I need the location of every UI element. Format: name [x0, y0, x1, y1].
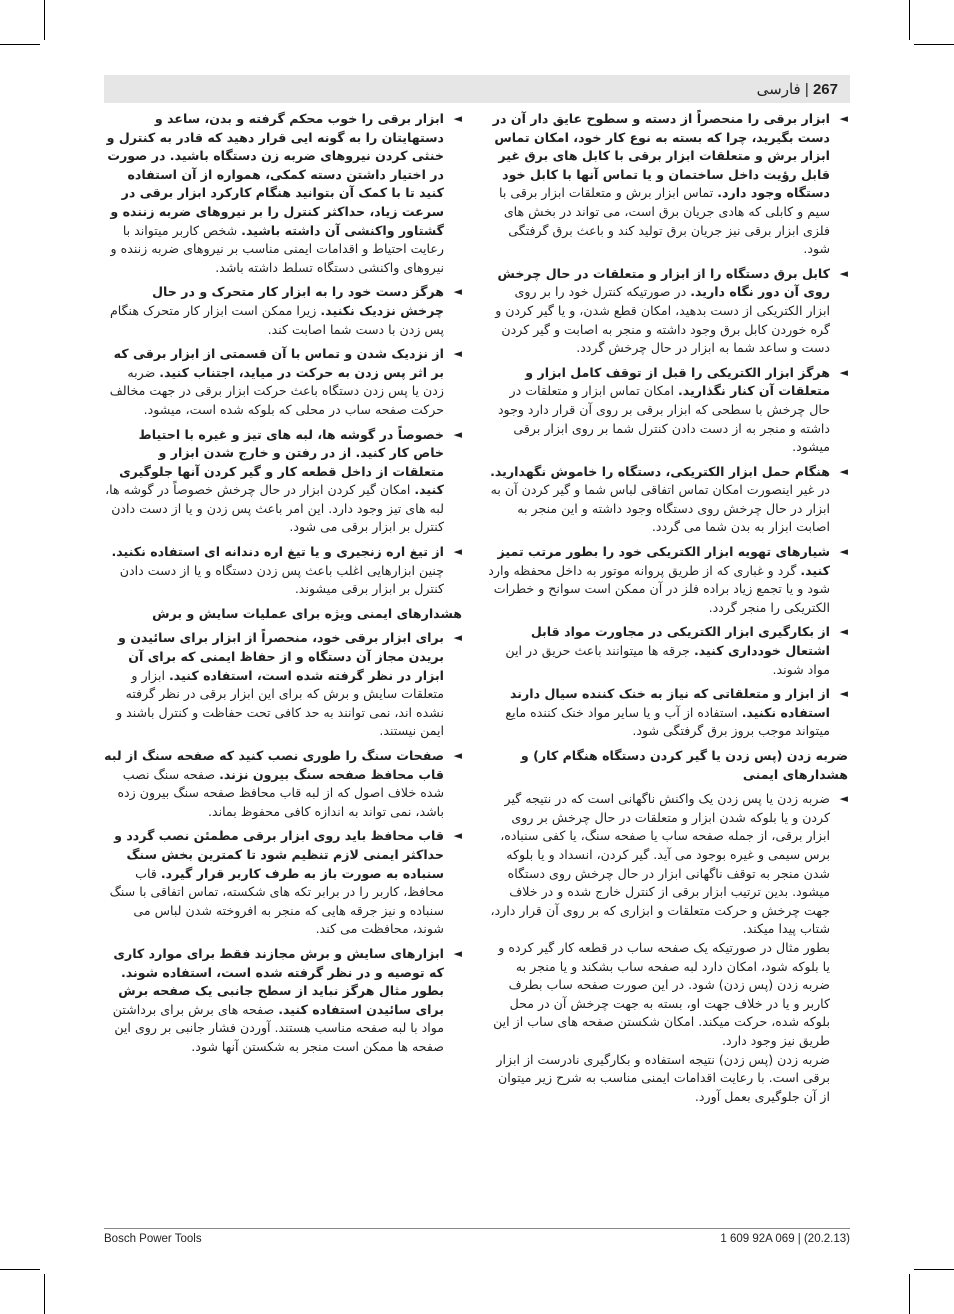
bullet-arrow-icon: ◄ — [453, 427, 462, 441]
right-column — [488, 110, 848, 1112]
page-number: 267 — [812, 81, 838, 98]
page-footer — [104, 1228, 850, 1251]
crop-mark — [914, 44, 954, 45]
safety-item: ◄ از بکارگیری ابزار الکتریکی در مجاورت مواد قابل اشتعال خودداری کنید. جرقه ها میتوانند باعث حریق در این مواد شوند. — [505, 624, 848, 677]
section-heading: هشدارهای ایمنی ویژه برای عملیات سایش و برش — [152, 605, 462, 621]
bullet-arrow-icon: ◄ — [453, 631, 462, 645]
safety-item: ◄ از تیغ اره زنجیری و یا تیغ اره دندانه ای استفاده نکنید. چنین ابزارهایی اغلب باعث پس زدن دستگاه و یا از دست دادن کنترل بر ابزار برقی میشوند. — [111, 544, 462, 597]
safety-item: ◄ هرگز ابزار الکتریکی را قبل از توقف کامل ابزار و متعلقات آن کنار نگذارید. امکان تماس ابزار و متعلقات در حال چرخش با سطحی که ابزار برقی بر روی آن قرار دارد وجود داشته و منجر به از دست دادن کنترل شما بر روی ابزار برقی میشود. — [497, 364, 848, 455]
paragraph: بطور مثال در صورتیکه یک صفحه ساب در قطعه کار گیر کرده و یا بلوکه شود، امکان دارد لبه صفحه ساب بشکند و یا منجر به ضربه زدن (پس زدن) شود. در این صورت صفحه ساب بطرف کاربر و یا در خلاف جهت او، بسته به جهت چرخش آن در محل بلوکه شده، حرکت میکند. امکان شکستن صفحه های ساب از این طریق نیز وجود دارد. — [493, 939, 830, 1048]
safety-item: ◄ هنگام حمل ابزار الکتریکی، دستگاه را خاموش نگهدارید. در غیر اینصورت امکان تماس اتفاقی لباس شما و گیر کردن آن به ابزار در حال چرخش روی دستگاه وجود داشته و این منجر به اصابت ابزار به بدن شما می گردد. — [490, 463, 848, 535]
bullet-arrow-icon: ◄ — [453, 347, 462, 361]
crop-mark — [44, 0, 45, 40]
bullet-arrow-icon: ◄ — [839, 112, 848, 125]
safety-item: ◄ ابزارهای سایش و برش مجازند فقط برای موارد کاری که توصیه و در نظر گرفته شده است، استفاده شوند. بطور مثال هرگز نباید از سطح جانبی یک صفحه برش برای سائیدن استفاده کنید. صفحه های برش برای برداشتن مواد با لبه صفحه مناسب هستند. آوردن فشار جانبی بر روی این صفحه ها ممکن است منجر به شکستن آنها شود. — [112, 945, 462, 1054]
bullet-arrow-icon: ◄ — [839, 792, 848, 806]
crop-mark — [909, 0, 910, 40]
safety-item: ◄ از ابزار و متعلقاتی که نیاز به خنک کننده سیال دارند استفاده نکنید. استفاده از آب و یا سایر مواد خنک کننده مایع میتواند موجب بروز برق گرفتگی شود. — [505, 686, 848, 739]
safety-item: ◄ شیارهای تهویه ابزار الکتریکی خود را بطور مرتب تمیز کنید. گرد و غباری که از طریق پروانه موتور به داخل محفظه وارد شود و یا تجمع زیاد براده فلز در آن ممکن است سوانح و خطرات الکتریکی را منجر گردد. — [488, 544, 848, 615]
bullet-arrow-icon: ◄ — [453, 112, 462, 125]
page-number-label: 267 | فارسی — [756, 81, 838, 98]
bullet-arrow-icon: ◄ — [839, 625, 848, 639]
footer-brand: Bosch Power Tools — [104, 1233, 202, 1245]
crop-mark — [44, 1274, 45, 1314]
crop-mark — [909, 1274, 910, 1314]
safety-item: ◄ خصوصاً در گوشه ها، لبه های تیز و غیره با احتیاط خاص کار کنید. از در رفتن و خارج شدن ابزار و متعلقات از داخل قطعه کار و گیر کردن آنها جلوگیری کنید. امکان گیر کردن ابزار در حال چرخش خصوصاً در گوشه ها، لبه های تیز وجود دارد. این امر باعث پس زدن و یا از دست دادن کنترل بر ابزار برقی می شود. — [105, 426, 462, 535]
bullet-arrow-icon: ◄ — [453, 285, 462, 299]
safety-item: ◄ صفحات سنگ را طوری نصب کنید که صفحه سنگ از لبه قاب محافظ صفحه سنگ بیرون نزند. صفحه سنگ نصب شده خلاف اصول که از لبه قاب محافظ صفحه سنگ بیرون زده باشد، نمی تواند به اندازه کافی محفوظ بماند. — [104, 748, 462, 819]
safety-item: ◄ ابزار برقی را منحصراً از دسته و سطوح عایق دار آن در دست بگیرید، چرا که بسته به نوع کار خود، امکان تماس ابزار برش و متعلقات ابزار برقی با کابل های برق غیر قابل رؤیت داخل ساختمان و یا تماس آنها با کابل خود دستگاه وجود دارد. تماس ابزار برش و متعلقات ابزار برقی با سیم و کابلی که هادی جریان برق است، می تواند در بخش های فلزی ابزار برقی نیز جریان برق تولید کند و باعث برق گرفتگی شود. — [492, 111, 848, 257]
bullet-arrow-icon: ◄ — [453, 749, 462, 762]
page-header — [104, 75, 850, 103]
safety-item: ◄ ابزار برقی را خوب محکم گرفته و بدن، ساعد و دستهایتان را به گونه ایی قرار دهید که قادر به کنترل و خنثی کردن نیروهای ضربه زن دستگاه باشید. در صورت در اختیار داشتن دسته کمکی، همواره از آن استفاده کنید تا با کمک آن بتوانید هنگام کارکرد ابزار برقی در سرعت زیاد، حداکثر کنترل را بر نیروهای ضربه زننده و گشتاور واکنشی آن داشته باشید. شخص کاربر میتواند با رعایت احتیاط و اقدامات ایمنی مناسب بر نیروهای ضربه زننده و نیروهای واکنشی دستگاه تسلط داشته باشد. — [106, 111, 462, 275]
bullet-arrow-icon: ◄ — [839, 545, 848, 559]
section-heading: ضربه زدن (پس زدن یا گیر کردن دستگاه هنگام کار) و هشدارهای ایمنی — [520, 748, 848, 782]
safety-item: ◄ کابل برق دستگاه را از ابزار و متعلقات در حال چرخش روی آن دور نگاه دارید. در صورتیکه کنترل خود را بر روی ابزار الکتریکی از دست بدهید، امکان قطع شدن، و یا گیر کردن و گره خوردن کابل برق وجود داشته و منجر به اصابت و گیر کردن دست و ساعد شما به ابزار در حال چرخش گردد. — [495, 265, 848, 356]
footer-document-code: 1 609 92A 069 | (20.2.13) — [720, 1233, 850, 1245]
safety-item: ◄ هرگز دست خود را به ابزار کار متحرک و در حال چرخش نزدیک نکنید. زیرا ممکن است ابزار کار متحرک هنگام پس زدن با دست شما اصابت کند. — [109, 284, 462, 337]
crop-mark — [0, 1269, 40, 1270]
paragraph: ضربه زدن (پس زدن) نتیجه استفاده و بکارگیری نادرست از ابزار برقی است. با رعایت اقدامات ایمنی مناسب به شرح زیر میتوان از آن جلوگیری بعمل آورد. — [496, 1051, 830, 1104]
bullet-arrow-icon: ◄ — [453, 545, 462, 559]
bullet-arrow-icon: ◄ — [453, 829, 462, 843]
bullet-arrow-icon: ◄ — [453, 946, 462, 960]
crop-mark — [0, 44, 40, 45]
bullet-arrow-icon: ◄ — [839, 365, 848, 379]
safety-item: ◄ ضربه زدن یا پس زدن یک واکنش ناگهانی است که در نتیجه گیر کردن و یا بلوکه شدن ابزار و متعلقات در حال چرخش بر روی ابزار برقی، از جمله صفحه ساب یا صفحه سنگ، یا کفی سنباده، برس سیمی و غیره بوجود می آید. گیر کردن، انسداد و یا بلوکه شدن منجر به توقف ناگهانی ابزار در حال چرخش روی دستگاه میشود. بدین ترتیب ابزار برقی از کنترل خارج شده و در خلاف جهت چرخش و حرکت متعلقات و ابزاری که بر روی آن قرار دارد، شتاب پیدا میکند. — [490, 791, 848, 937]
bullet-arrow-icon: ◄ — [839, 687, 848, 701]
safety-item: ◄ قاب محافظ باید روی ابزار برقی مطمئن نصب گردد و حداکثر ایمنی لازم تنظیم شود تا کمترین بخش سنگ سنباده به صورت باز به طرف کاربر قرار گیرد. قاب محافظ، کاربر را در برابر تکه های شکسته، تماس اتفاقی با سنگ سنباده و نیز جرقه هایی که منجر به افروخته شدن لباس می شوند، محافظت می کند. — [109, 828, 462, 937]
left-column — [104, 110, 462, 1063]
crop-mark — [914, 1269, 954, 1270]
safety-item: ◄ از نزدیک شدن و تماس با آن قسمتی از ابزار برقی که بر اثر پس زدن به حرکت در میاید، اجتناب کنید. ضربه زدن یا پس زدن دستگاه باعث حرکت ابزار برقی در جهت مخالف حرکت صفحه ساب در محلی که بلوکه شده است، میشود. — [109, 346, 462, 417]
bullet-arrow-icon: ◄ — [839, 464, 848, 478]
language-label: فارسی — [756, 81, 801, 98]
safety-item: ◄ برای ابزار برقی خود، منحصراً از ابزار برای سائیدن و بریدن مجاز آن دستگاه و از حفاظ ایمنی که برای آن ابزار در نظر گرفته شده است، استفاده کنید. ابزار و متعلقات سایش و برش که برای این ابزار برقی در نظر گرفته نشده اند، نمی توانند به حد کافی تحت حفاظت و کنترل باشند و ایمن نیستند. — [116, 630, 462, 739]
bullet-arrow-icon: ◄ — [839, 266, 848, 280]
